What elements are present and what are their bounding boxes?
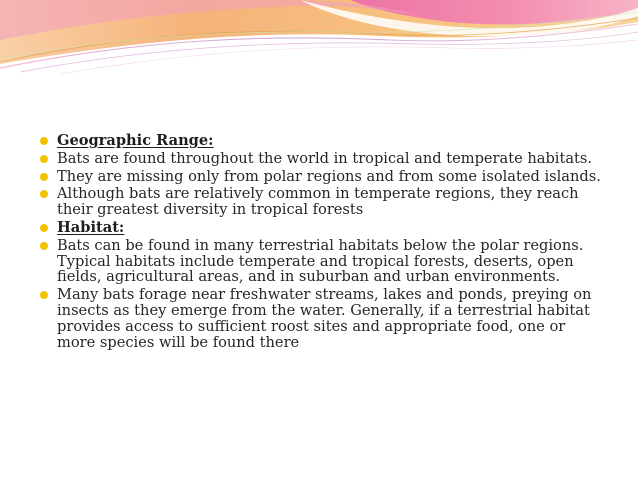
- bullet-text: They are missing only from polar regions and from some isolated islands.: [57, 167, 601, 185]
- bullet-text: Geographic Range:: [57, 132, 214, 149]
- bullet-item: [40, 238, 605, 285]
- bullet-text: Bats can be found in many terrestrial habitats below the polar regions. Typical habitats include temperate and tropical forests, deserts, open fields, agricultural areas, and in suburban and urban environments.: [57, 236, 584, 286]
- bullet-dot-icon: [40, 291, 48, 299]
- bullet-item: [40, 287, 605, 350]
- bullet-item: [40, 186, 605, 218]
- bullet-dot-icon: [40, 155, 48, 163]
- decorative-wave-banner: [0, 0, 638, 110]
- bullet-item: [40, 151, 605, 167]
- bullet-text: Habitat:: [57, 218, 125, 236]
- bullet-heading-geographic-range: [40, 133, 605, 149]
- bullet-heading-habitat: [40, 220, 605, 236]
- bullet-dot-icon: [40, 137, 48, 145]
- bullet-text: Bats are found throughout the world in tropical and temperate habitats.: [57, 149, 593, 167]
- bullet-dot-icon: [40, 173, 48, 181]
- bullet-item: [40, 169, 605, 185]
- bullet-text: Many bats forage near freshwater streams, lakes and ponds, preying on insects as they emerge from the water. Generally, if a terrestrial habitat provides access to sufficient roost sites and appropriate food, one or more species will be found there: [57, 286, 592, 351]
- banner-line-5: [60, 40, 638, 74]
- bullet-list: [40, 133, 605, 352]
- bullet-dot-icon: [40, 190, 48, 198]
- bullet-dot-icon: [40, 242, 48, 250]
- bullet-text: Although bats are relatively common in temperate regions, they reach their greatest diversity in tropical forests: [57, 185, 579, 219]
- bullet-dot-icon: [40, 224, 48, 232]
